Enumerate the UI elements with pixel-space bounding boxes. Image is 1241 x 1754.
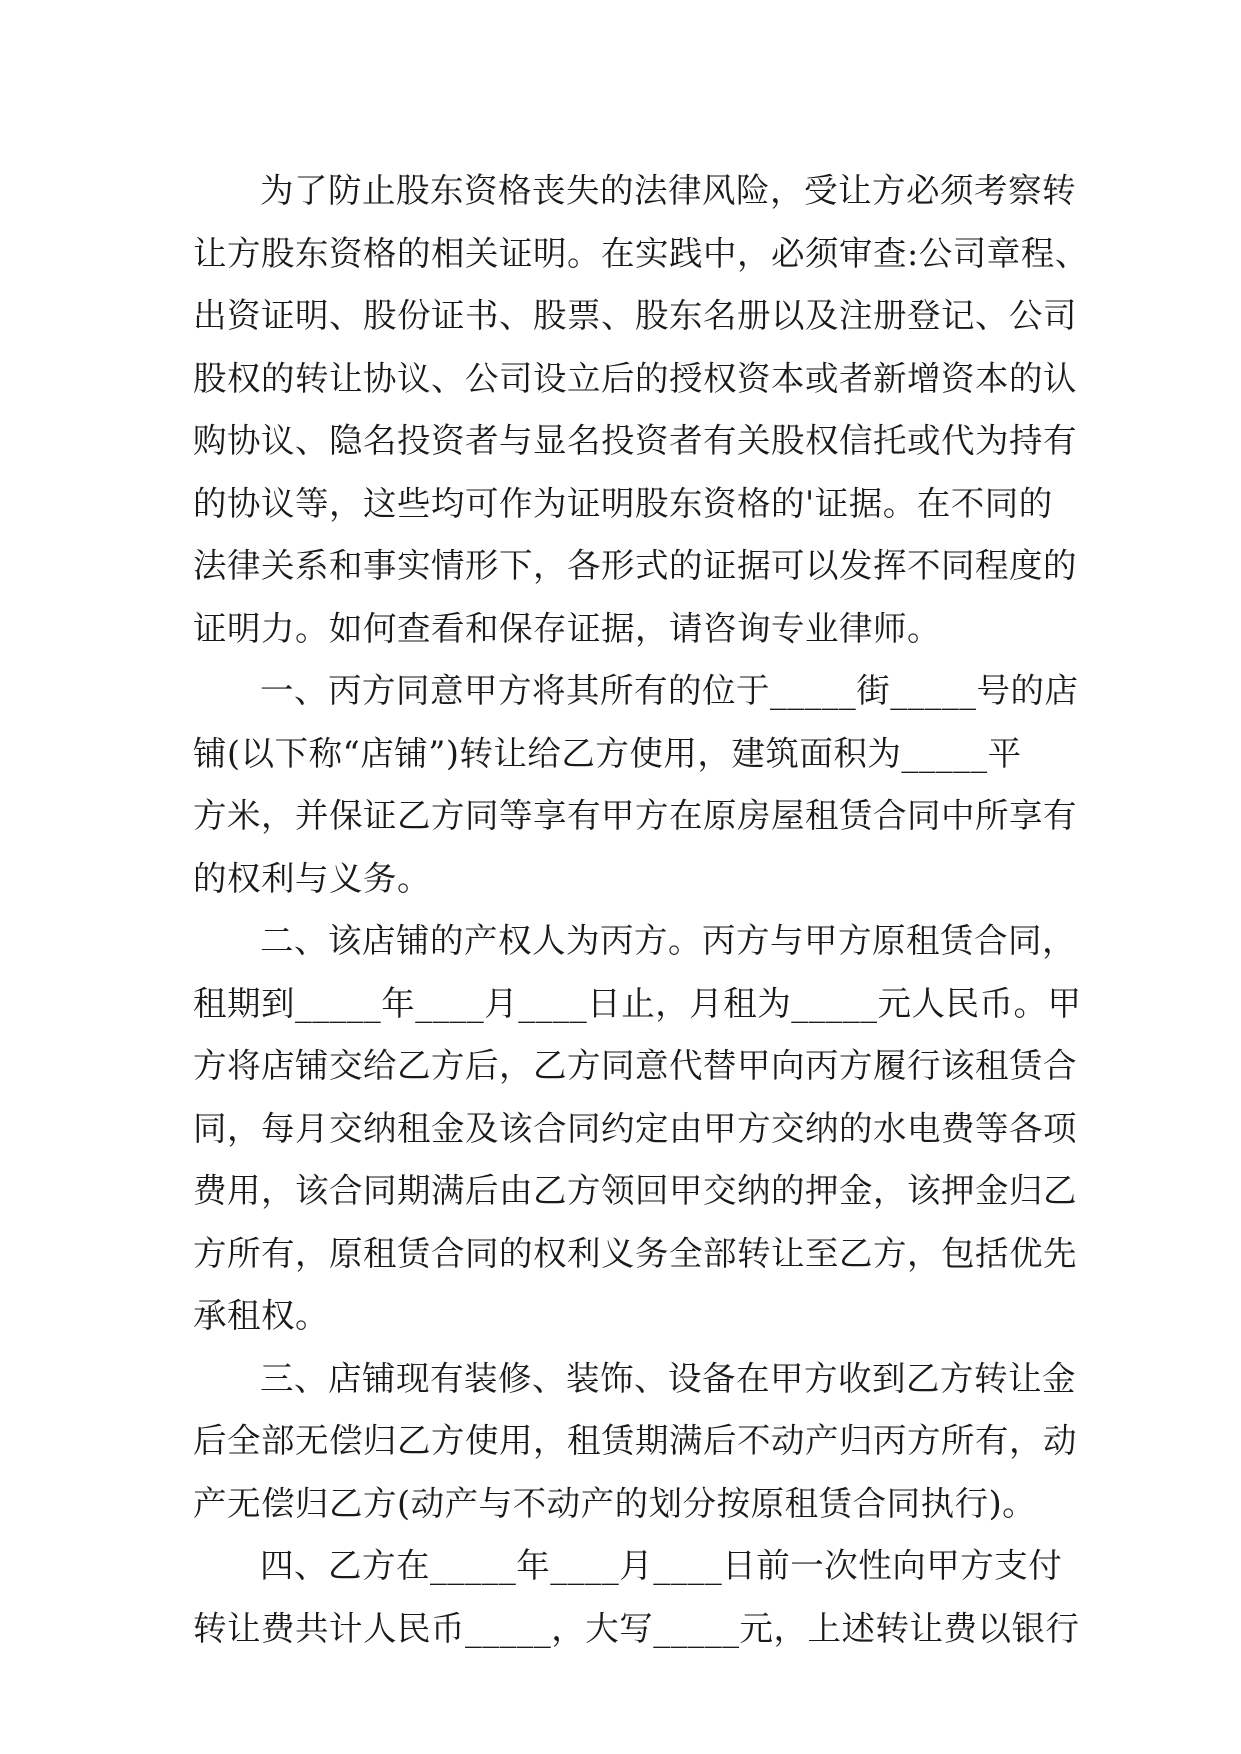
text-line: 三、店铺现有装修、装饰、设备在甲方收到乙方转让金	[260, 1358, 1076, 1398]
text-line: 为了防止股东资格丧失的法律风险，受让方必须考察转	[260, 171, 1076, 210]
text-line: 证明力。如何查看和保存证据，请咨询专业律师。	[193, 608, 941, 648]
paragraph-shareholder-qualification	[193, 160, 1089, 660]
text-line: 法律关系和事实情形下，各形式的证据可以发挥不同程度的	[193, 546, 1077, 585]
clause-4-transfer-fee	[193, 1535, 1080, 1660]
text-line: 购协议、隐名投资者与显名投资者有关股权信托或代为持有	[193, 421, 1077, 460]
text-line: 一、丙方同意甲方将其所有的位于_____街_____号的店	[260, 671, 1079, 710]
text-line: 方所有，原租赁合同的权利义务全部转让至乙方，包括优先	[193, 1233, 1077, 1273]
text-line: 的权利与义务。	[193, 858, 431, 898]
text-line: 方将店铺交给乙方后，乙方同意代替甲向丙方履行该租赁合	[193, 1046, 1077, 1085]
text-line: 股权的转让协议、公司设立后的授权资本或者新增资本的认	[193, 358, 1077, 398]
text-line: 的协议等，这些均可作为证明股东资格的'证据。在不同的	[193, 483, 1053, 523]
text-line: 让方股东资格的相关证明。在实践中，必须审查:公司章程、	[193, 233, 1089, 273]
clause-1-shop-transfer	[193, 660, 1079, 910]
text-line: 二、该店铺的产权人为丙方。丙方与甲方原租赁合同，	[260, 921, 1076, 960]
text-line: 费用，该合同期满后由乙方领回甲交纳的押金，该押金归乙	[193, 1171, 1077, 1210]
text-line: 产无偿归乙方(动产与不动产的划分按原租赁合同执行)。	[193, 1483, 1037, 1523]
text-line: 租期到_____年____月____日止，月租为_____元人民币。甲	[193, 983, 1082, 1023]
clause-3-fixtures	[193, 1348, 1077, 1536]
text-line: 出资证明、股份证书、股票、股东名册以及注册登记、公司	[193, 296, 1077, 335]
text-line: 四、乙方在_____年____月____日前一次性向甲方支付	[260, 1546, 1063, 1585]
text-line: 后全部无偿归乙方使用，租赁期满后不动产归丙方所有，动	[193, 1421, 1077, 1460]
clause-2-property-owner	[193, 910, 1082, 1348]
text-line: 铺(以下称“店铺”)转让给乙方使用，建筑面积为_____平	[193, 733, 1022, 773]
text-line: 方米，并保证乙方同等享有甲方在原房屋租赁合同中所享有	[193, 796, 1077, 835]
document-body	[193, 160, 1089, 1660]
text-line: 同，每月交纳租金及该合同约定由甲方交纳的水电费等各项	[193, 1108, 1077, 1148]
text-line: 承租权。	[193, 1296, 329, 1335]
text-line: 转让费共计人民币_____，大写_____元，上述转让费以银行	[193, 1608, 1080, 1648]
